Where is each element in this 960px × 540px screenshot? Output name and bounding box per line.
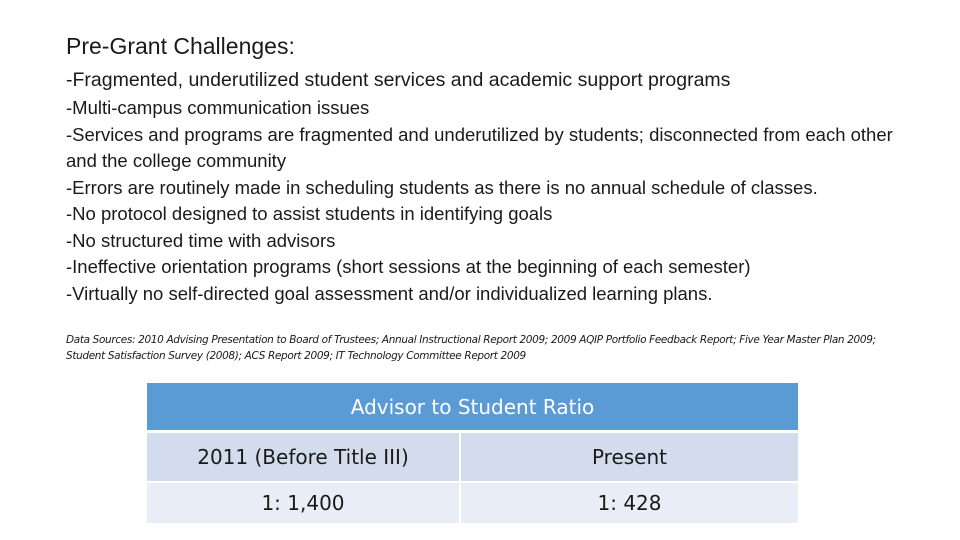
challenge-item: -Ineffective orientation programs (short sessions at the beginning of each semester) [66,256,751,277]
table-title: Advisor to Student Ratio [147,383,798,432]
column-header-present: Present [460,432,798,483]
table-header-row [147,432,798,483]
challenge-item: -Multi-campus communication issues [66,97,370,118]
challenge-item: -Fragmented, underutilized student services and academic support programs [66,69,731,91]
challenge-item: -Services and programs are fragmented and underutilized by students; disconnected from each other and the college community [66,123,893,171]
data-sources-note: Data Sources: 2010 Advising Presentation to Board of Trustees; Annual Instructional Report 2009; 2009 AQIP Portfolio Feedback Report; Five Year Master Plan 2009; Student Satisfaction Survey (2008); ACS Report 2009; IT Technology Committee Report 2009 [66,334,876,362]
table-title-row [147,383,798,432]
table-value-row [147,482,798,523]
challenge-item: -Virtually no self-directed goal assessment and/or individualized learning plans. [66,282,713,304]
ratio-present-value: 1: 428 [460,482,798,523]
advisor-ratio-table [147,383,798,523]
slide-title: Pre-Grant Challenges: [66,33,295,59]
challenge-item: -No protocol designed to assist students in identifying goals [66,203,553,224]
challenge-item: -No structured time with advisors [66,229,336,251]
challenge-list [66,66,896,307]
column-header-before: 2011 (Before Title III) [147,432,460,483]
challenge-item: -Errors are routinely made in scheduling students as there is no annual schedule of classes. [66,176,818,198]
ratio-before-value: 1: 1,400 [147,482,460,523]
